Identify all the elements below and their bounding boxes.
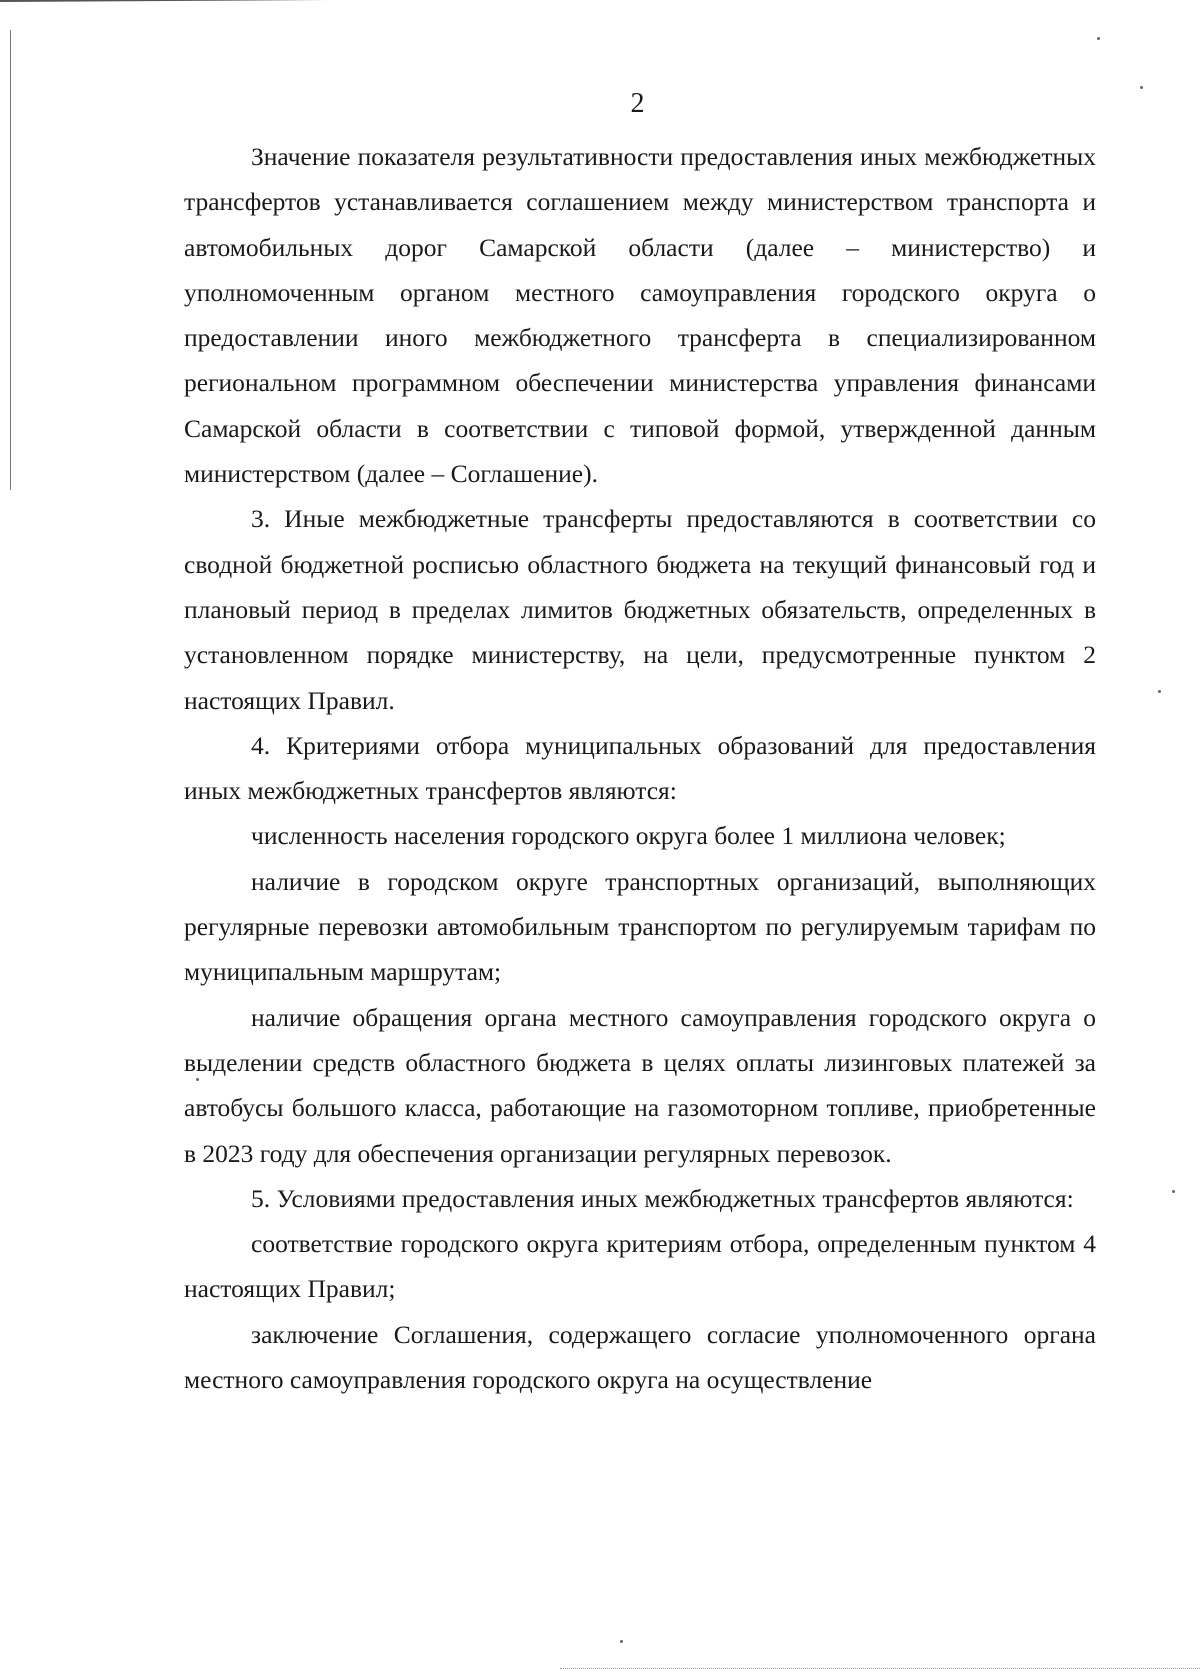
- scan-speck: [1140, 86, 1143, 89]
- paragraph-item-3: 3. Иные межбюджетные трансферты предоставляются в соответствии со сводной бюджетной росписью областного бюджета на текущий финансовый год и плановый период в пределах лимитов бюджетных обязательств, определенных в установленном порядке министерству, на цели, предусмотренные пунктом 2 настоящих Правил.: [184, 504, 1096, 715]
- scan-speck: [620, 1640, 623, 1643]
- scan-speck: [1158, 690, 1161, 693]
- criterion-population: численность населения городского округа более 1 миллиона человек;: [251, 821, 1006, 851]
- paragraph-item-4: 4. Критериями отбора муниципальных образований для предоставления иных межбюджетных трансфертов являются:: [184, 730, 1096, 806]
- criterion-transport-organizations: наличие в городском округе транспортных организаций, выполняющих регулярные перевозки автомобильным транспортом по регулируемым тарифам по муниципальным маршрутам;: [184, 866, 1096, 987]
- document-body: [184, 134, 1096, 1402]
- scan-speck: [1172, 1190, 1175, 1193]
- scan-border-bottom: [560, 1668, 1200, 1669]
- scan-speck: [1097, 37, 1100, 40]
- scan-speck: [196, 1078, 199, 1081]
- condition-criteria-compliance: соответствие городского округа критериям отбора, определенным пунктом 4 настоящих Правил;: [184, 1229, 1096, 1304]
- paragraph-indicator-value: Значение показателя результативности предоставления иных межбюджетных трансфертов устанавливается соглашением между министерством транспорта и автомобильных дорог Самарской области (далее – министерство) и уполномоченным органом местного самоуправления городского округа о предоставлении иного межбюджетного трансферта в специализированном региональном программном обеспечении министерства управления финансами Самарской области в соответствии с типовой формой, утвержденной данным министерством (далее – Соглашение).: [184, 142, 1096, 489]
- paragraph-item-5: 5. Условиями предоставления иных межбюджетных трансфертов являются:: [251, 1183, 1074, 1213]
- criterion-funding-request: наличие обращения органа местного самоуправления городского округа о выделении средств областного бюджета в целях оплаты лизинговых платежей за автобусы большого класса, работающие на газомоторном топливе, приобретенные в 2023 году для обеспечения организации регулярных перевозок.: [184, 1002, 1096, 1168]
- condition-agreement: заключение Соглашения, содержащего согласие уполномоченного органа местного самоуправления городского округа на осуществление: [184, 1319, 1096, 1395]
- scan-border-top: [0, 0, 1160, 2]
- page-number: 2: [630, 88, 645, 119]
